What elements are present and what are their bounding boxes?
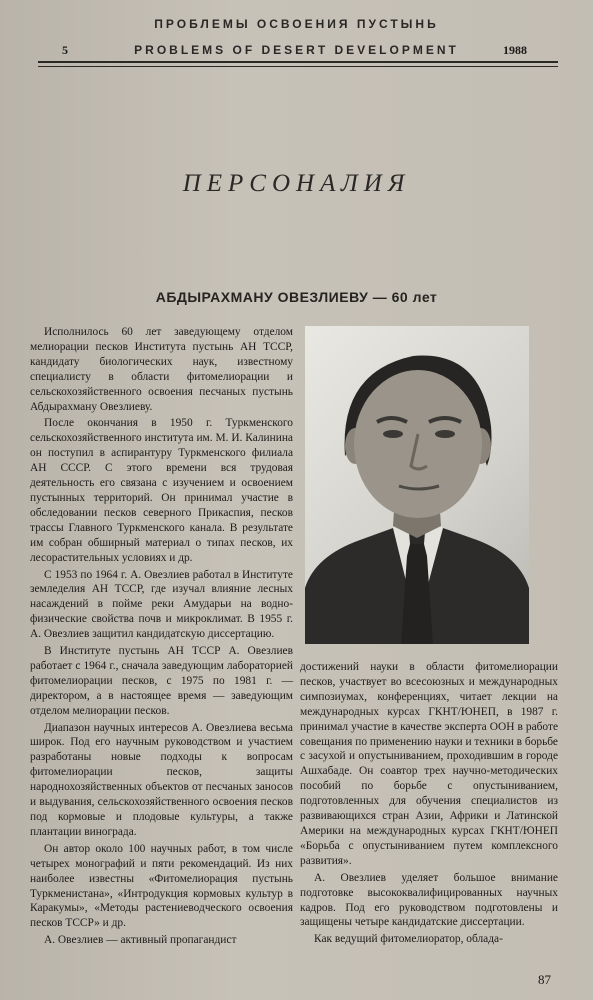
article-title: АБДЫРАХМАНУ ОВЕЗЛИЕВУ — 60 лет — [155, 289, 438, 305]
left-column — [30, 325, 293, 950]
issue-number: 5 — [62, 43, 68, 57]
page-number: 87 — [538, 972, 551, 987]
paragraph: Исполнилось 60 лет заведующему отделом мелиорации песков Института пустынь АН ТССР, кандидату биологических наук, известному специалисту в области фитомелиорации и сельскохозяйственного освоения песчаных пустынь Абдырахману Овезлиеву. — [30, 326, 293, 413]
right-column — [300, 660, 558, 949]
paragraph: А. Овезлиев уделяет большое внимание подготовке высококвалифицированных научных кадров. Под его руководством подготовлены и защищены четыре кандидатские диссертации. — [300, 871, 558, 929]
paragraph: В Институте пустынь АН ТССР А. Овезлиев работает с 1964 г., сначала заведующим лабораторией фитомелиорации песков, с 1975 по 1981 г. — директором, а в настоящее время — заведующим отделом мелиорации песков. — [30, 645, 293, 717]
section-title: ПЕРСОНАЛИЯ — [182, 170, 411, 197]
paragraph: С 1953 по 1964 г. А. Овезлиев работал в Институте земледелия АН ТССР, где изучал влияние лесных насаждений в пойме реки Амударьи на водно-физические свойства почв и микроклимат. В 1955 г. А. Овезлиев защитил кандидатскую диссертацию. — [30, 568, 293, 641]
header-rule-thin — [38, 66, 558, 67]
journal-title-en: PROBLEMS OF DESERT DEVELOPMENT — [134, 43, 459, 57]
paragraph: Он автор около 100 научных работ, в том числе четырех монографий и пяти рекомендаций. Из них наиболее известны «Фитомелиорация пустынь Туркменистана», «Интродукция кормовых культур в Каракумы», «Методы растениеводческого освоения песков ТССР» и др. — [30, 842, 293, 930]
paragraph: А. Овезлиев — активный пропагандист — [44, 934, 237, 947]
paragraph: После окончания в 1950 г. Туркменского сельскохозяйственного института им. М. И. Калинина он поступил в аспирантуру Туркменского филиала АН СССР. С этого времени вся трудовая деятельность его связана с изучением и освоением пустынных территорий. Он принимал участие в обследовании песков северного Прикаспия, песков трассы Главного Туркменского канала. В результате им собран обширный материал о типах песков, их лесорастительных условиях и др. — [30, 417, 293, 564]
paragraph: Диапазон научных интересов А. Овезлиева весьма широк. Под его научным руководством и участием разработаны новые подходы к вопросам фитомелиорации песков, защиты народнохозяйственных объектов от песчаных заносов и выдувания, сельскохозяйственного освоения песков под кормовые и плодовые культуры, а также плантации винограда. — [30, 721, 293, 838]
journal-title-ru: ПРОБЛЕМЫ ОСВОЕНИЯ ПУСТЫНЬ — [154, 17, 439, 31]
portrait-photo — [305, 326, 529, 644]
issue-year: 1988 — [503, 43, 527, 57]
paragraph: достижений науки в области фитомелиорации песков, участвует во всесоюзных и международных симпозиумах, конференциях, читает лекции на международных курсах ГКНТ/ЮНЕП, в 1987 г. принимал участие в качестве эксперта ООН в работе совещания по применению науки и техники в борьбе с засухой и опустыниванием, проходившим в городе Ашхабаде. Он соавтор трех научно-методических пособий по борьбе с опустыниванием, подготовленных для обучения специалистов из развивающихся стран Азии, Африки и Латинской Америки на международных курсах ГКНТ/ЮНЕП «Борьба с опустыниванием путем комплексного развития». — [300, 661, 558, 867]
header-rule-thick — [38, 61, 558, 63]
paragraph: Как ведущий фитомелиоратор, облада- — [314, 933, 503, 946]
